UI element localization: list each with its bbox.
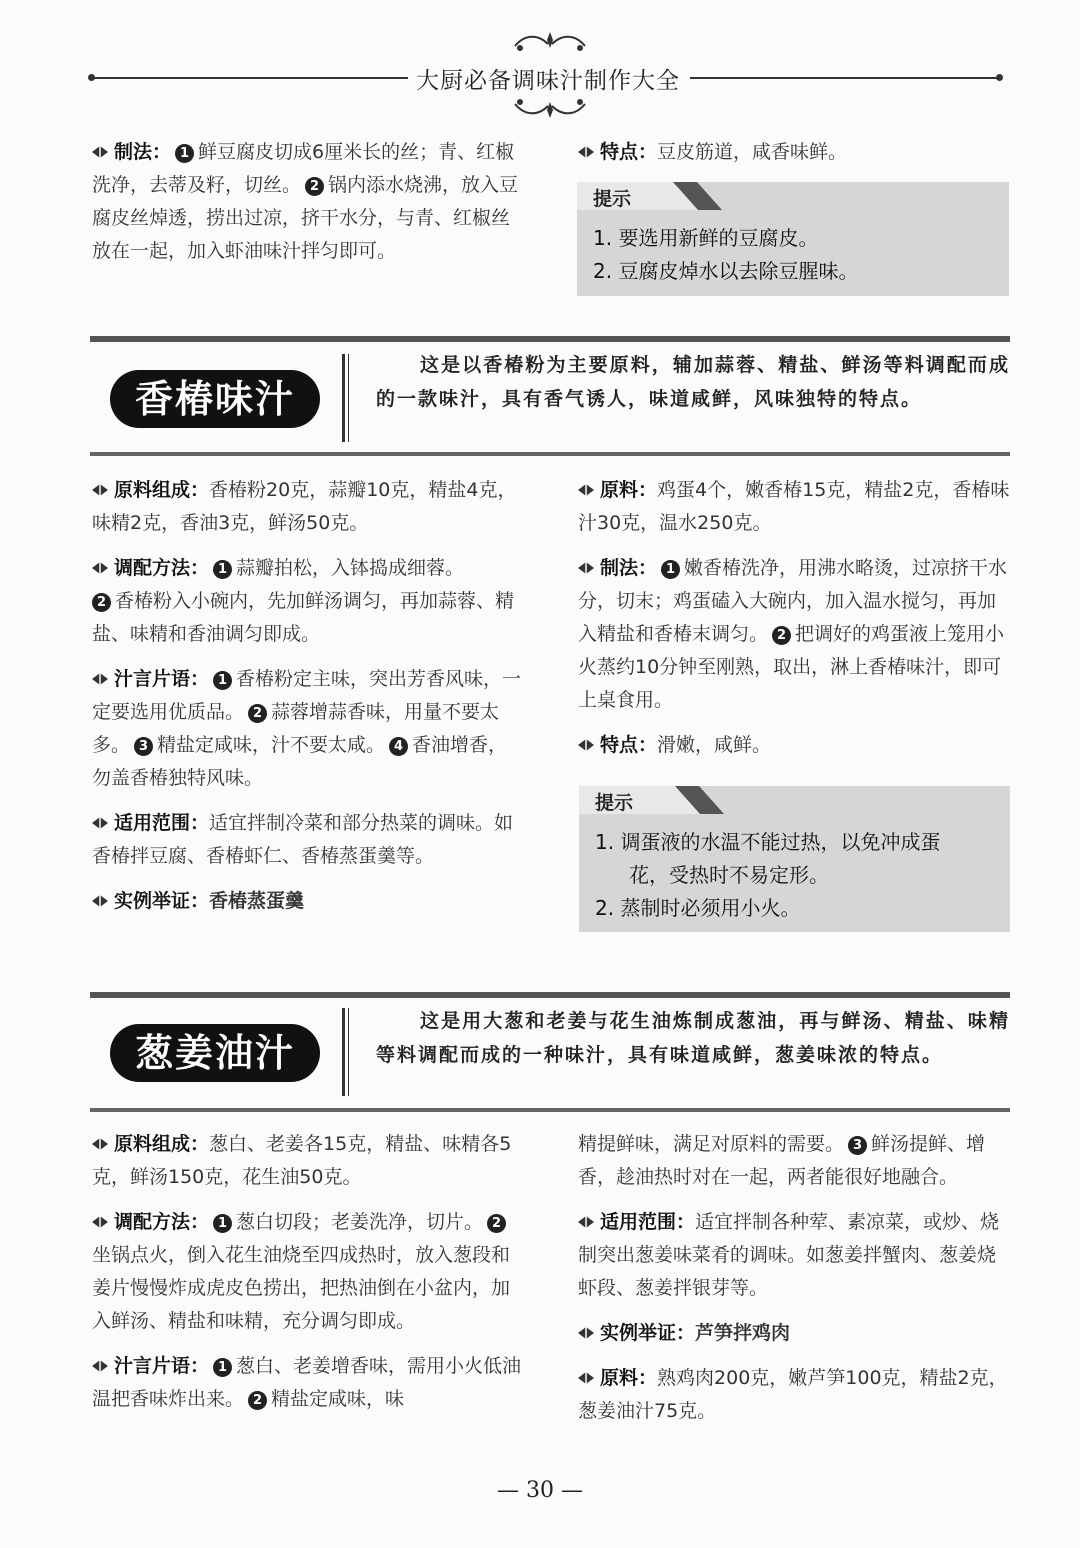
ingredients-text: 香椿粉20克，蒜瓣10克，精盐4克，味精2克，香油3克，鲜汤50克。 [92,479,517,534]
banner-divider-thin [348,354,349,442]
method-paragraph [92,552,524,651]
running-header: 大厨必备调味汁制作大全 [416,68,680,94]
tip-item: 1. 调蛋液的水温不能过热，以免冲成蛋 [595,830,941,854]
step-number-2: 2 [487,1214,506,1233]
method-label: 制法： [114,141,172,163]
method-step-2: 坐锅点火，倒入花生油烧至四成热时，放入葱段和姜片慢慢炸成虎皮色捞出，把热油倒在小盆内，加入鲜汤、精盐和味精，充分调匀即成。 [92,1244,511,1332]
example-dish: 香椿蒸蛋羹 [209,890,305,912]
section1-left-column [92,474,524,930]
material-label: 原料： [600,1367,658,1389]
scope-text: 适宜拌制各种荤、素凉菜，或炒、烧制突出葱姜味菜肴的调味。如葱姜拌蟹肉、葱姜烧虾段、葱姜拌银芽等。 [578,1211,1000,1299]
example-dish: 芦笋拌鸡肉 [695,1322,791,1344]
diamond-bullet-icon [92,895,108,907]
tips-label: 汁言片语： [114,1355,210,1377]
tip-3: 鲜汤提鲜、增香，趁油热时对在一起，两者能很好地融合。 [578,1133,986,1188]
material-label: 原料： [600,479,658,501]
step-number-1: 1 [213,560,232,579]
section1-right-column [578,474,1010,774]
method-label: 调配方法： [114,1211,210,1233]
method-step-2: 锅内添水烧沸，放入豆腐皮丝焯透，捞出过凉，挤干水分，与青、红椒丝放在一起，加入虾油味汁拌匀即可。 [92,174,519,262]
example-paragraph [578,1317,1010,1350]
diamond-bullet-icon [578,562,594,574]
banner-divider [342,1008,345,1096]
diamond-bullet-icon [578,1216,594,1228]
scope-paragraph [578,1206,1010,1305]
step-number-1: 1 [213,671,232,690]
step-number-2: 2 [248,704,267,723]
diamond-bullet-icon [92,1138,108,1150]
method-step-1: 鲜豆腐皮切成6厘米长的丝；青、红椒洗净，去蒂及籽，切丝。 [92,141,515,196]
method-step-1: 蒜瓣拍松，入钵捣成细蓉。 [236,557,465,579]
scope-label: 适用范围： [114,812,210,834]
method-paragraph [578,552,1010,717]
ingredients-text: 葱白、老姜各15克，精盐、味精各5克，鲜汤150克，花生油50克。 [92,1133,512,1188]
ingredients-label: 原料组成： [114,479,210,501]
feature-text: 豆皮筋道，咸香味鲜。 [657,141,848,163]
tips-continued-paragraph [578,1128,1010,1194]
top-ornament [510,30,590,56]
ingredients-label: 原料组成： [114,1133,210,1155]
feature-text: 滑嫩，咸鲜。 [657,734,772,756]
page-number: — 30 — [497,1478,583,1503]
diamond-bullet-icon [92,1360,108,1372]
ingredients-paragraph [92,474,524,540]
section-title: 香椿味汁 [134,376,295,421]
step-number-3: 3 [848,1136,867,1155]
step-number-3: 3 [134,737,153,756]
top-right-column [578,136,1010,181]
tip-2: 精盐定咸味，味 [271,1388,405,1410]
tip-title: 提示 [593,188,632,210]
header-rule-left [90,77,408,79]
diamond-bullet-icon [578,739,594,751]
section-rule-bottom [90,1108,1010,1112]
diamond-bullet-icon [92,1216,108,1228]
example-paragraph [92,885,524,918]
method-step-2: 香椿粉入小碗内，先加鲜汤调匀，再加蒜蓉、精盐、味精和香油调匀即成。 [92,590,515,645]
diamond-bullet-icon [578,484,594,496]
material-text: 熟鸡肉200克，嫩芦笋100克，精盐2克，葱姜油汁75克。 [578,1367,1008,1422]
tip-item: 1. 要选用新鲜的豆腐皮。 [593,226,819,250]
step-number-1: 1 [213,1214,232,1233]
step-number-2: 2 [305,177,324,196]
step-number-1: 1 [213,1358,232,1377]
step-number-2: 2 [248,1391,267,1410]
banner-divider [342,354,345,442]
step-number-4: 4 [389,737,408,756]
tip-item-continued: 花，受热时不易定形。 [629,863,829,887]
diamond-bullet-icon [92,673,108,685]
tip-2-continued: 精提鲜味，满足对原料的需要。 [578,1133,845,1155]
banner-divider-thin [348,1008,349,1096]
method-step-2: 把调好的鸡蛋液上笼用小火蒸约10分钟至刚熟，取出，淋上香椿味汁，即可上桌食用。 [578,623,1005,711]
method-paragraph [92,136,524,268]
tip-box [577,182,1009,296]
tip-title: 提示 [595,792,634,814]
method-label: 调配方法： [114,557,210,579]
material-paragraph [578,1362,1010,1428]
step-number-2: 2 [772,626,791,645]
feature-paragraph [578,136,1010,169]
step-number-2: 2 [92,593,111,612]
tip-2: 蒜蓉增蒜香味，用量不要太多。 [92,701,500,756]
tips-paragraph [92,663,524,795]
tip-3: 精盐定咸味，汁不要太咸。 [157,734,386,756]
top-left-column [92,136,524,280]
section2-left-column [92,1128,524,1428]
material-paragraph [578,474,1010,540]
section-rule-top [90,992,1010,998]
example-label: 实例举证： [600,1322,696,1344]
method-label: 制法： [600,557,658,579]
section-intro: 这是用大葱和老姜与花生油炼制成葱油，再与鲜汤、精盐、味精等料调配而成的一种味汁，具有味道咸鲜，葱姜味浓的特点。 [376,1010,1010,1066]
diamond-bullet-icon [92,146,108,158]
section-rule-bottom [90,452,1010,456]
diamond-bullet-icon [92,484,108,496]
method-step-1: 葱白切段；老姜洗净，切片。 [236,1211,484,1233]
tip-box [579,786,1010,932]
header-rule-right [690,77,1000,79]
material-text: 鸡蛋4个，嫩香椿15克，精盐2克，香椿味汁30克，温水250克。 [578,479,1010,534]
section-title: 葱姜油汁 [134,1030,295,1075]
feature-label: 特点： [600,141,658,163]
example-label: 实例举证： [114,890,210,912]
section-rule-top [90,336,1010,342]
tips-paragraph [92,1350,524,1416]
tip-1: 葱白、老姜增香味，需用小火低油温把香味炸出来。 [92,1355,522,1410]
header-dot-right [996,74,1003,81]
diamond-bullet-icon [578,1327,594,1339]
feature-label: 特点： [600,734,658,756]
method-paragraph [92,1206,524,1338]
tip-item: 2. 豆腐皮焯水以去除豆腥味。 [593,259,859,283]
scope-label: 适用范围： [600,1211,696,1233]
tip-4: 香油增香，勿盖香椿独特风味。 [92,734,508,789]
tips-label: 汁言片语： [114,668,210,690]
section-intro: 这是以香椿粉为主要原料，辅加蒜蓉、精盐、鲜汤等料调配而成的一款味汁，具有香气诱人，味道咸鲜，风味独特的特点。 [376,354,1010,410]
tip-item: 2. 蒸制时必须用小火。 [595,896,801,920]
diamond-bullet-icon [92,562,108,574]
step-number-1: 1 [661,560,680,579]
diamond-bullet-icon [578,1372,594,1384]
feature-paragraph [578,729,1010,762]
scope-paragraph [92,807,524,873]
diamond-bullet-icon [92,817,108,829]
section2-right-column [578,1128,1010,1440]
diamond-bullet-icon [578,146,594,158]
bottom-ornament [510,94,590,120]
method-step-1: 嫩香椿洗净，用沸水略烫，过凉挤干水分，切末；鸡蛋磕入大碗内，加入温水搅匀，再加入精盐和香椿末调匀。 [578,557,1008,645]
scope-text: 适宜拌制冷菜和部分热菜的调味。如香椿拌豆腐、香椿虾仁、香椿蒸蛋羹等。 [92,812,514,867]
ingredients-paragraph [92,1128,524,1194]
step-number-1: 1 [175,144,194,163]
tip-1: 香椿粉定主味，突出芳香风味，一定要选用优质品。 [92,668,522,723]
